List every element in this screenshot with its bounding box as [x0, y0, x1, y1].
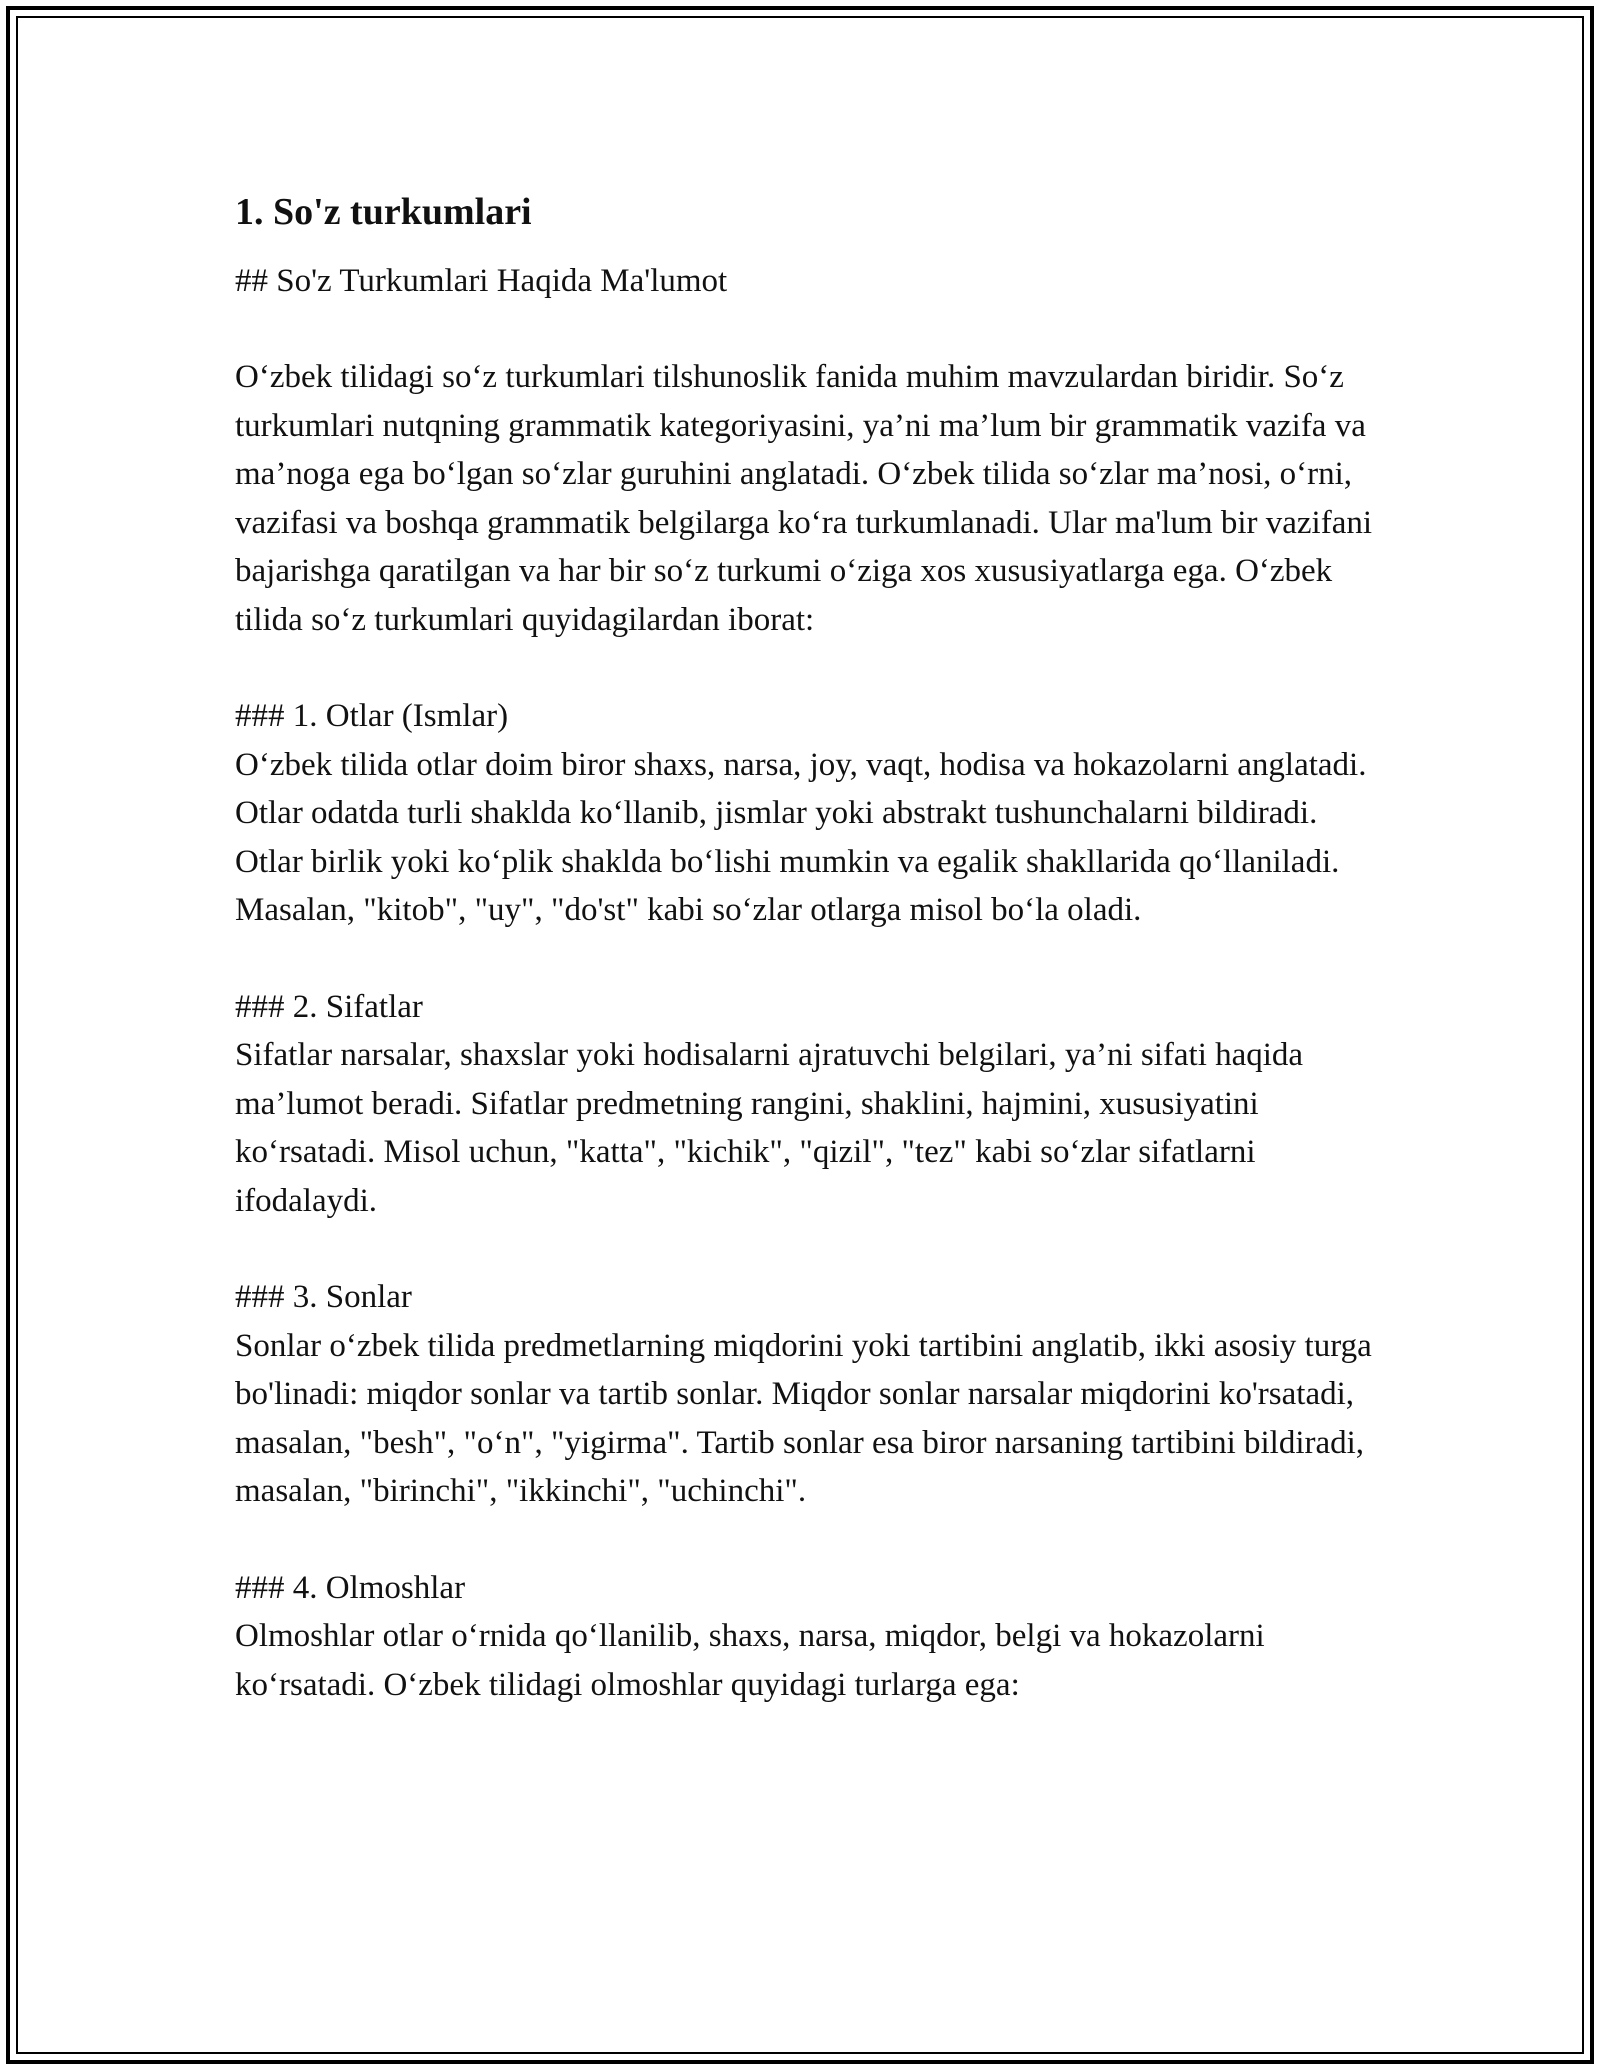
section-text-olmoshlar: Olmoshlar otlar o‘rnida qo‘llanilib, shaxs, narsa, miqdor, belgi va hokazolarni ko‘rsatadi. O‘zbek tilidagi olmoshlar quyidagi turlarga ega:: [235, 1618, 1265, 1703]
section-heading-olmoshlar: ### 4. Olmoshlar: [235, 1569, 466, 1606]
section-heading-otlar: ### 1. Otlar (Ismlar): [235, 698, 509, 734]
document-body: [235, 185, 1375, 1757]
document-title: 1. So'z turkumlari: [235, 191, 532, 233]
section-text-sonlar: Sonlar o‘zbek tilida predmetlarning miqdorini yoki tartibini anglatib, ikki asosiy turga bo'linadi: miqdor sonlar va tartib sonlar. Miqdor sonlar narsalar miqdorini ko'rsatadi, masalan, "besh", "o‘n", "yigirma". Tartib sonlar esa biror narsaning tartibini bildiradi, masalan, "birinchi", "ikkinchi", "uchinchi".: [235, 1327, 1372, 1509]
section-heading-sonlar: ### 3. Sonlar: [235, 1279, 412, 1315]
intro-paragraph: O‘zbek tilidagi so‘z turkumlari tilshunoslik fanida muhim mavzulardan biridir. So‘z turkumlari nutqning grammatik kategoriyasini, ya’ni ma’lum bir grammatik vazifa va ma’noga ega bo‘lgan so‘zlar guruhini anglatadi. O‘zbek tilida so‘zlar ma’nosi, o‘rni, vazifasi va boshqa grammatik belgilarga ko‘ra turkumlanadi. Ular ma'lum bir vazifani bajarishga qaratilgan va har bir so‘z turkumi o‘ziga xos xususiyatlarga ega. O‘zbek tilida so‘z turkumlari quyidagilardan iborat:: [235, 359, 1373, 638]
section-heading-sifatlar: ### 2. Sifatlar: [235, 988, 423, 1025]
section-text-sifatlar: Sifatlar narsalar, shaxslar yoki hodisalarni ajratuvchi belgilari, ya’ni sifati haqida ma’lumot beradi. Sifatlar predmetning rangini, shaklini, hajmini, xususiyatini ko‘rsatadi. Misol uchun, "katta", "kichik", "qizil", "tez" kabi so‘zlar sifatlarni ifodalaydi.: [235, 1037, 1304, 1219]
document-subtitle: ## So'z Turkumlari Haqida Ma'lumot: [235, 263, 728, 299]
section-text-otlar: O‘zbek tilida otlar doim biror shaxs, narsa, joy, vaqt, hodisa va hokazolarni anglatadi. Otlar odatda turli shaklda ko‘llanib, jismlar yoki abstrakt tushunchalarni bildiradi. Otlar birlik yoki ko‘plik shaklda bo‘lishi mumkin va egalik shakllarida qo‘llaniladi. Masalan, "kitob", "uy", "do'st" kabi so‘zlar otlarga misol bo‘la oladi.: [235, 746, 1367, 928]
